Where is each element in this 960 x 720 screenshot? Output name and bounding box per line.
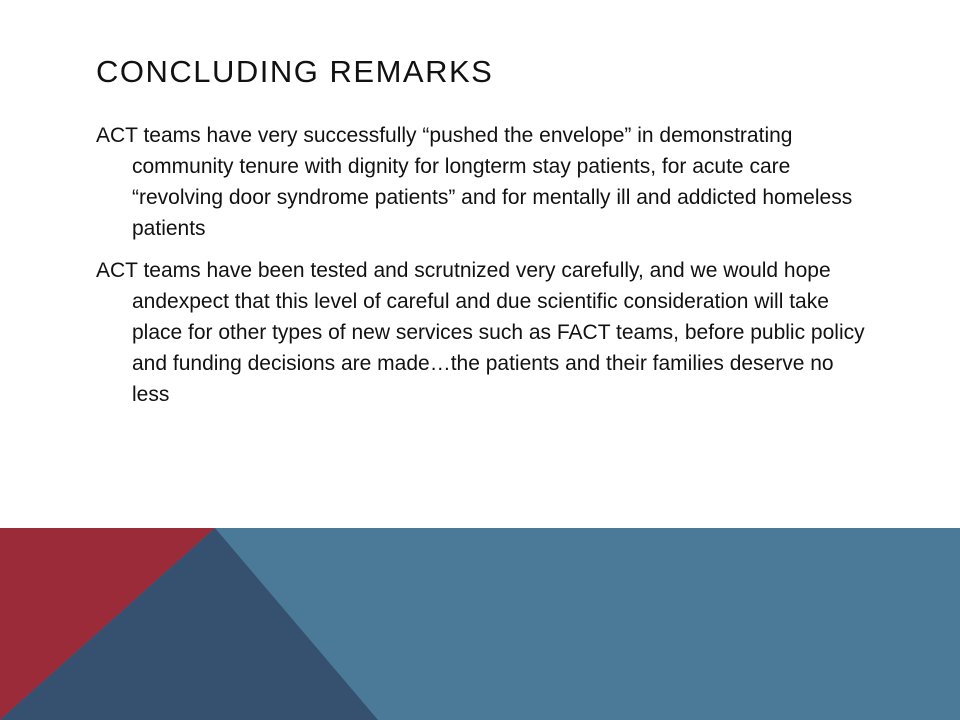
decorative-footer-band [0,528,960,720]
body-paragraph-2: ACT teams have been tested and scrutnized very carefully, and we would hope andexpect that this level of careful and due scientific consideration will take place for other types of new services such as FACT teams, before public policy and funding decisions are made…the patients and their families deserve no less [96,259,865,406]
slide-body [96,120,876,421]
slide-title: CONCLUDING REMARKS [96,54,494,89]
body-paragraph-1: ACT teams have very successfully “pushed the envelope” in demonstrating community tenure with dignity for longterm stay patients, for acute care “revolving door syndrome patients” and for mentally ill and addicted homeless patients [96,124,853,240]
